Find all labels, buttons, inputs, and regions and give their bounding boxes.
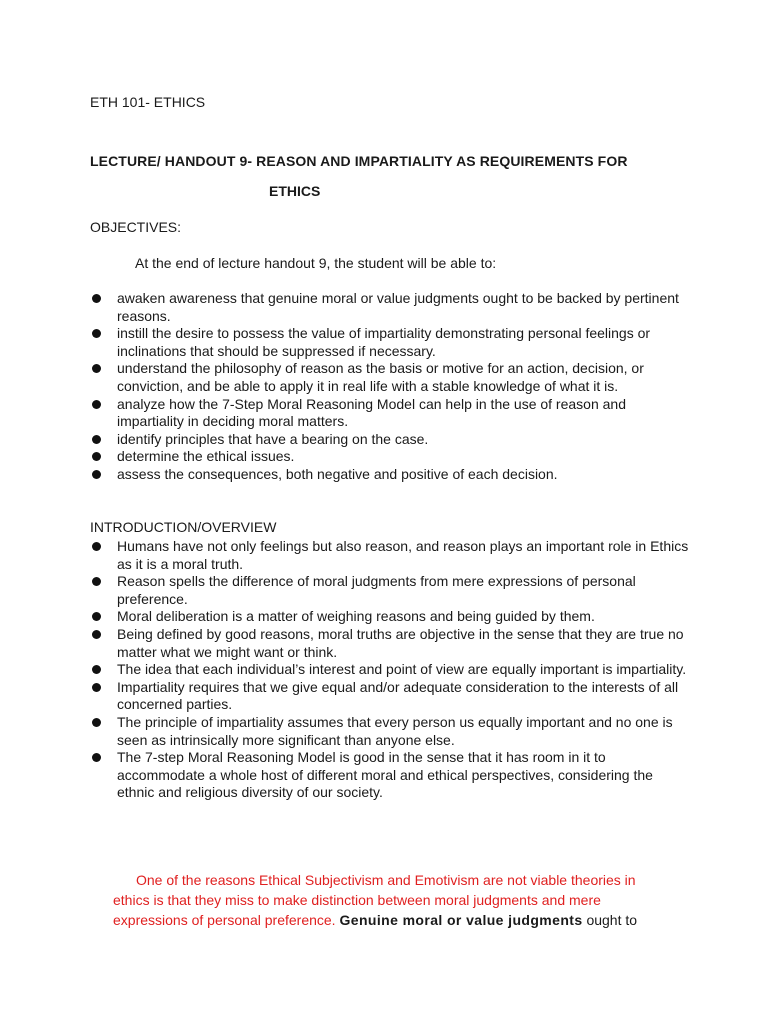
handout-title-line-1: LECTURE/ HANDOUT 9- REASON AND IMPARTIALITY AS REQUIREMENTS FOR — [90, 153, 628, 169]
list-item: Moral deliberation is a matter of weighing reasons and being guided by them. — [90, 608, 690, 626]
handout-title-line-2: ETHICS — [269, 183, 321, 199]
list-item: instill the desire to possess the value of impartiality demonstrating personal feelings or inclinations that should be suppressed if necessary. — [90, 325, 690, 360]
closing-tail-text: ought to — [586, 912, 638, 928]
bullet-icon — [92, 612, 101, 621]
bullet-icon — [92, 630, 101, 639]
list-item: The principle of impartiality assumes that every person us equally important and no one is seen as intrinsically more significant than anyone else. — [90, 714, 690, 749]
bullet-icon — [92, 364, 101, 373]
introduction-list — [90, 538, 690, 802]
bullet-icon — [92, 329, 101, 338]
bullet-icon — [92, 542, 101, 551]
objectives-heading: OBJECTIVES: — [90, 219, 182, 235]
objectives-list — [90, 290, 690, 484]
list-item: determine the ethical issues. — [90, 448, 690, 466]
list-item: assess the consequences, both negative and positive of each decision. — [90, 466, 690, 484]
bullet-icon — [92, 400, 101, 409]
bullet-icon — [92, 435, 101, 444]
list-item: analyze how the 7-Step Moral Reasoning Model can help in the use of reason and impartiality in deciding moral matters. — [90, 396, 690, 431]
bullet-icon — [92, 294, 101, 303]
bullet-icon — [92, 718, 101, 727]
list-item: Reason spells the difference of moral judgments from mere expressions of personal preference. — [90, 573, 690, 608]
list-item: identify principles that have a bearing on the case. — [90, 431, 690, 449]
list-item: Impartiality requires that we give equal and/or adequate consideration to the interests of all concerned parties. — [90, 679, 690, 714]
list-item: Being defined by good reasons, moral truths are objective in the sense that they are true no matter what we might want or think. — [90, 626, 690, 661]
bullet-icon — [92, 452, 101, 461]
bullet-icon — [92, 683, 101, 692]
list-item: awaken awareness that genuine moral or value judgments ought to be backed by pertinent reasons. — [90, 290, 690, 325]
bullet-icon — [92, 753, 101, 762]
bullet-icon — [92, 665, 101, 674]
bullet-icon — [92, 577, 101, 586]
list-item: The idea that each individual’s interest and point of view are equally important is impartiality. — [90, 661, 690, 679]
introduction-heading: INTRODUCTION/OVERVIEW — [90, 519, 277, 535]
closing-paragraph — [113, 870, 673, 930]
closing-bold-text: Genuine moral or value judgments — [339, 912, 583, 928]
closing-red-text: One of the reasons Ethical Subjectivism and Emotivism are not viable theories in ethics is that they miss to make distinction between moral judgments and mere expressions of personal preference. — [113, 872, 636, 928]
list-item: understand the philosophy of reason as the basis or motive for an action, decision, or conviction, and be able to apply it in real life with a stable knowledge of what it is. — [90, 360, 690, 395]
list-item: The 7-step Moral Reasoning Model is good in the sense that it has room in it to accommodate a whole host of different moral and ethical perspectives, considering the ethnic and religious diversity of our society. — [90, 749, 690, 802]
bullet-icon — [92, 470, 101, 479]
list-item: Humans have not only feelings but also reason, and reason plays an important role in Ethics as it is a moral truth. — [90, 538, 690, 573]
objectives-intro: At the end of lecture handout 9, the student will be able to: — [135, 255, 497, 271]
course-code: ETH 101- ETHICS — [90, 94, 206, 110]
